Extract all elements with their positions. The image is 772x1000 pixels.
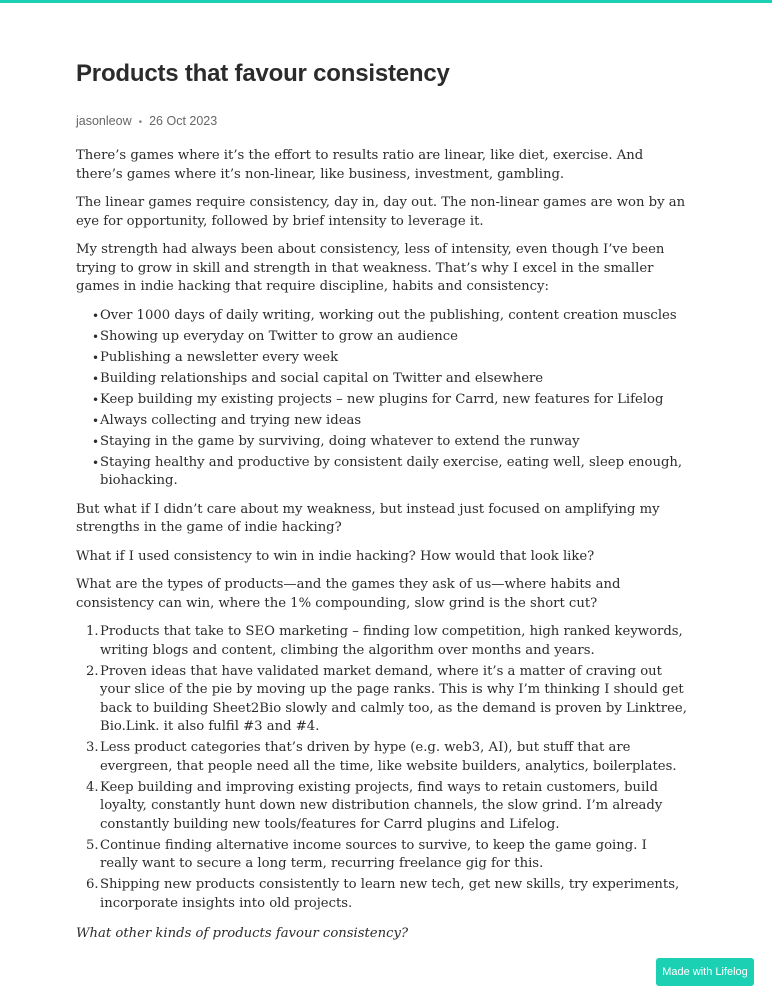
paragraph: But what if I didn’t care about my weakness, but instead just focused on amplifying my strengths in the game of indie hacking? [76, 501, 660, 535]
paragraph: What are the types of products—and the games they ask of us—where habits and consistency can win, where the 1% compounding, slow grind is the short cut? [76, 577, 621, 611]
list-item: Proven ideas that have validated market demand, where it’s a matter of craving out your slice of the pie by moving up the page ranks. This is why I’m thinking I should get back to building Sheet2Bio slowly and calmly too, as the demand is proven by Linktree, Bio.Link. it also fulfil #3 and #4. [100, 663, 687, 734]
author-link[interactable]: jasonleow [76, 114, 132, 128]
closing-question: What other kinds of products favour consistency? [76, 926, 409, 941]
made-with-lifelog-button[interactable]: Made with Lifelog [656, 958, 754, 986]
list-item: • Publishing a newsletter every week [76, 349, 688, 368]
page-title: Products that favour consistency [76, 60, 450, 87]
bullet-list [76, 307, 688, 491]
list-item: Keep building and improving existing projects, find ways to retain customers, build loyalty, constantly hunt down new distribution channels, the slow grind. I’m already constantly building new tools/features for Carrd plugins and Lifelog. [100, 779, 663, 832]
list-item: • Showing up everyday on Twitter to grow an audience [76, 328, 688, 347]
list-item: Continue finding alternative income sources to survive, to keep the game going. I really want to secure a long term, recurring freelance gig for this. [100, 837, 647, 871]
paragraph: The linear games require consistency, day in, day out. The non-linear games are won by an eye for opportunity, followed by brief intensity to leverage it. [76, 195, 686, 229]
post-meta [76, 112, 217, 132]
top-accent-bar [0, 0, 772, 3]
list-item: Products that take to SEO marketing – finding low competition, high ranked keywords, writing blogs and content, climbing the algorithm over months and years. [100, 624, 683, 658]
list-item: Shipping new products consistently to learn new tech, get new skills, try experiments, incorporate insights into old projects. [100, 877, 680, 911]
paragraph: My strength had always been about consistency, less of intensity, even though I’ve been trying to grow in skill and strength in that weakness. That’s why I excel in the smaller games in indie hacking that require discipline, habits and consistency: [76, 242, 665, 294]
post-date: 26 Oct 2023 [149, 114, 218, 128]
list-item: • Keep building my existing projects – new plugins for Carrd, new features for Lifelog [76, 391, 688, 410]
numbered-list [76, 623, 688, 913]
list-item: • Staying healthy and productive by consistent daily exercise, eating well, sleep enough, biohacking. [76, 454, 688, 491]
paragraph: What if I used consistency to win in indie hacking? How would that look like? [76, 548, 595, 564]
post-body [76, 147, 688, 954]
list-item: • Building relationships and social capital on Twitter and elsewhere [76, 370, 688, 389]
list-item: • Over 1000 days of daily writing, working out the publishing, content creation muscles [76, 307, 688, 326]
list-item: • Staying in the game by surviving, doing whatever to extend the runway [76, 433, 688, 452]
paragraph: There’s games where it’s the effort to results ratio are linear, like diet, exercise. And there’s games where it’s non-linear, like business, investment, gambling. [76, 148, 644, 182]
meta-separator: • [138, 117, 143, 128]
list-item: • Always collecting and trying new ideas [76, 412, 688, 431]
list-item: Less product categories that’s driven by hype (e.g. web3, AI), but stuff that are evergreen, that people need all the time, like website builders, analytics, boilerplates. [100, 740, 677, 774]
